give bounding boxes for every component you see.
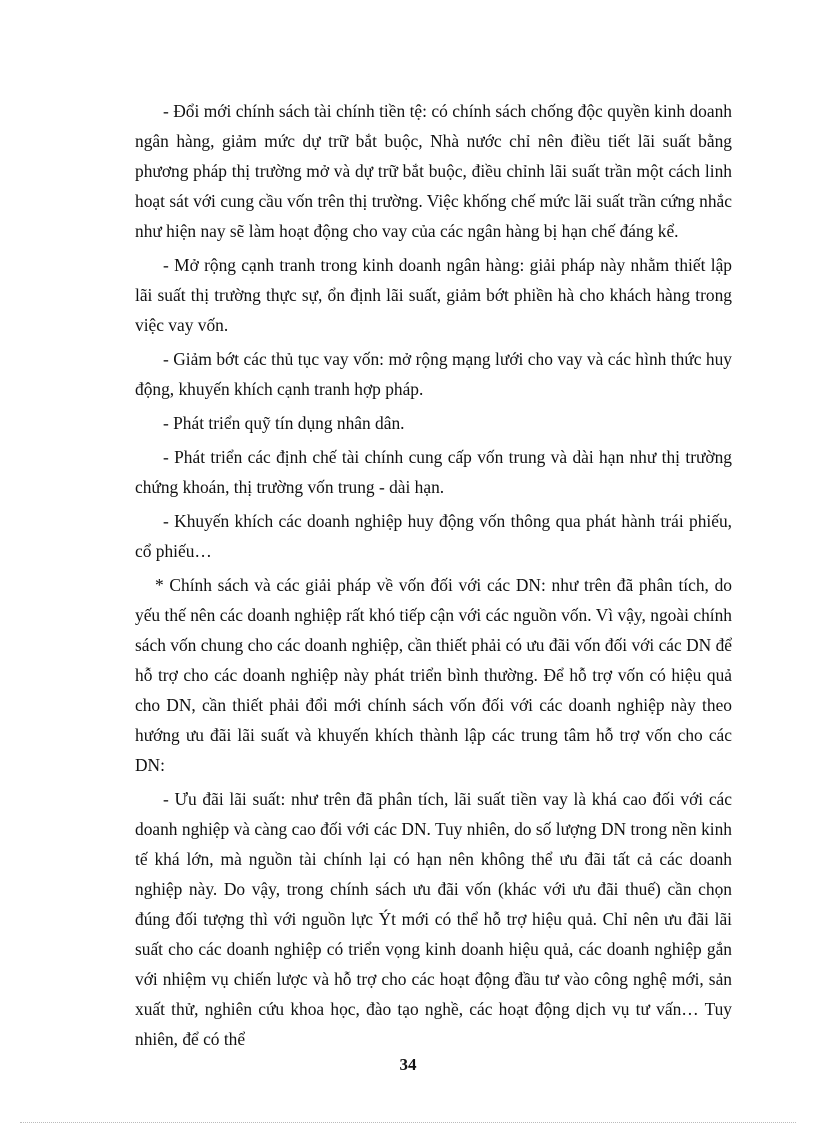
paragraph-sme-capital-policy: * Chính sách và các giải pháp về vốn đối với các DN: như trên đã phân tích, do yếu thế nên các doanh nghiệp rất khó tiếp cận với các nguồn vốn. Vì vậy, ngoài chính sách vốn chung cho các doanh nghiệp, cần thiết phải có ưu đãi vốn đối với các DN để hỗ trợ cho các doanh nghiệp này phát triển bình thường. Để hỗ trợ vốn có hiệu quả cho DN, cần thiết phải đổi mới chính sách vốn đối với các doanh nghiệp này theo hướng ưu đãi lãi suất và khuyến khích thành lập các trung tâm hỗ trợ vốn cho các DN: [135, 575, 732, 775]
paragraph-credit-fund: - Phát triển quỹ tín dụng nhân dân. [163, 413, 405, 433]
paragraph-interest-incentives: - Ưu đãi lãi suất: như trên đã phân tích, lãi suất tiền vay là khá cao đối với các doanh nghiệp và càng cao đối với các DN. Tuy nhiên, do số lượng DN trong nền kinh tế khá lớn, mà nguồn tài chính lại có hạn nên không thể ưu đãi tất cả các doanh nghiệp này. Do vậy, trong chính sách ưu đãi vốn (khác với ưu đãi thuế) cần chọn đúng đối tượng thì với nguồn lực Ýt mới có thể hỗ trợ hiệu quả. Chỉ nên ưu đãi lãi suất cho các doanh nghiệp có triển vọng kinh doanh hiệu quả, các doanh nghiệp gắn với nhiệm vụ chiến lược và hỗ trợ cho các hoạt động đầu tư vào công nghệ mới, sản xuất thử, nghiên cứu khoa học, đào tạo nghề, các hoạt động dịch vụ tư vấn… Tuy nhiên, để có thể [135, 789, 732, 1049]
document-body [135, 96, 732, 1058]
paragraph-bonds-shares: - Khuyến khích các doanh nghiệp huy động vốn thông qua phát hành trái phiếu, cổ phiếu… [135, 511, 732, 561]
paragraph-financial-institutions: - Phát triển các định chế tài chính cung cấp vốn trung và dài hạn như thị trường chứng khoán, thị trường vốn trung - dài hạn. [135, 447, 732, 497]
paragraph-loan-procedures: - Giảm bớt các thủ tục vay vốn: mở rộng mạng lưới cho vay và các hình thức huy động, khuyến khích cạnh tranh hợp pháp. [135, 349, 732, 399]
paragraph-monetary-policy: - Đổi mới chính sách tài chính tiền tệ: có chính sách chống độc quyền kinh doanh ngân hàng, giảm mức dự trữ bắt buộc, Nhà nước chỉ nên điều tiết lãi suất bằng phương pháp thị trường mở và dự trữ bắt buộc, điều chỉnh lãi suất trần một cách linh hoạt sát với cung cầu vốn trên thị trường. Việc khống chế mức lãi suất trần cứng nhắc như hiện nay sẽ làm hoạt động cho vay của các ngân hàng bị hạn chế đáng kể. [135, 101, 732, 241]
paragraph-banking-competition: - Mở rộng cạnh tranh trong kinh doanh ngân hàng: giải pháp này nhằm thiết lập lãi suất thị trường thực sự, ổn định lãi suất, giảm bớt phiền hà cho khách hàng trong việc vay vốn. [135, 255, 732, 335]
page-number: 34 [399, 1055, 417, 1074]
